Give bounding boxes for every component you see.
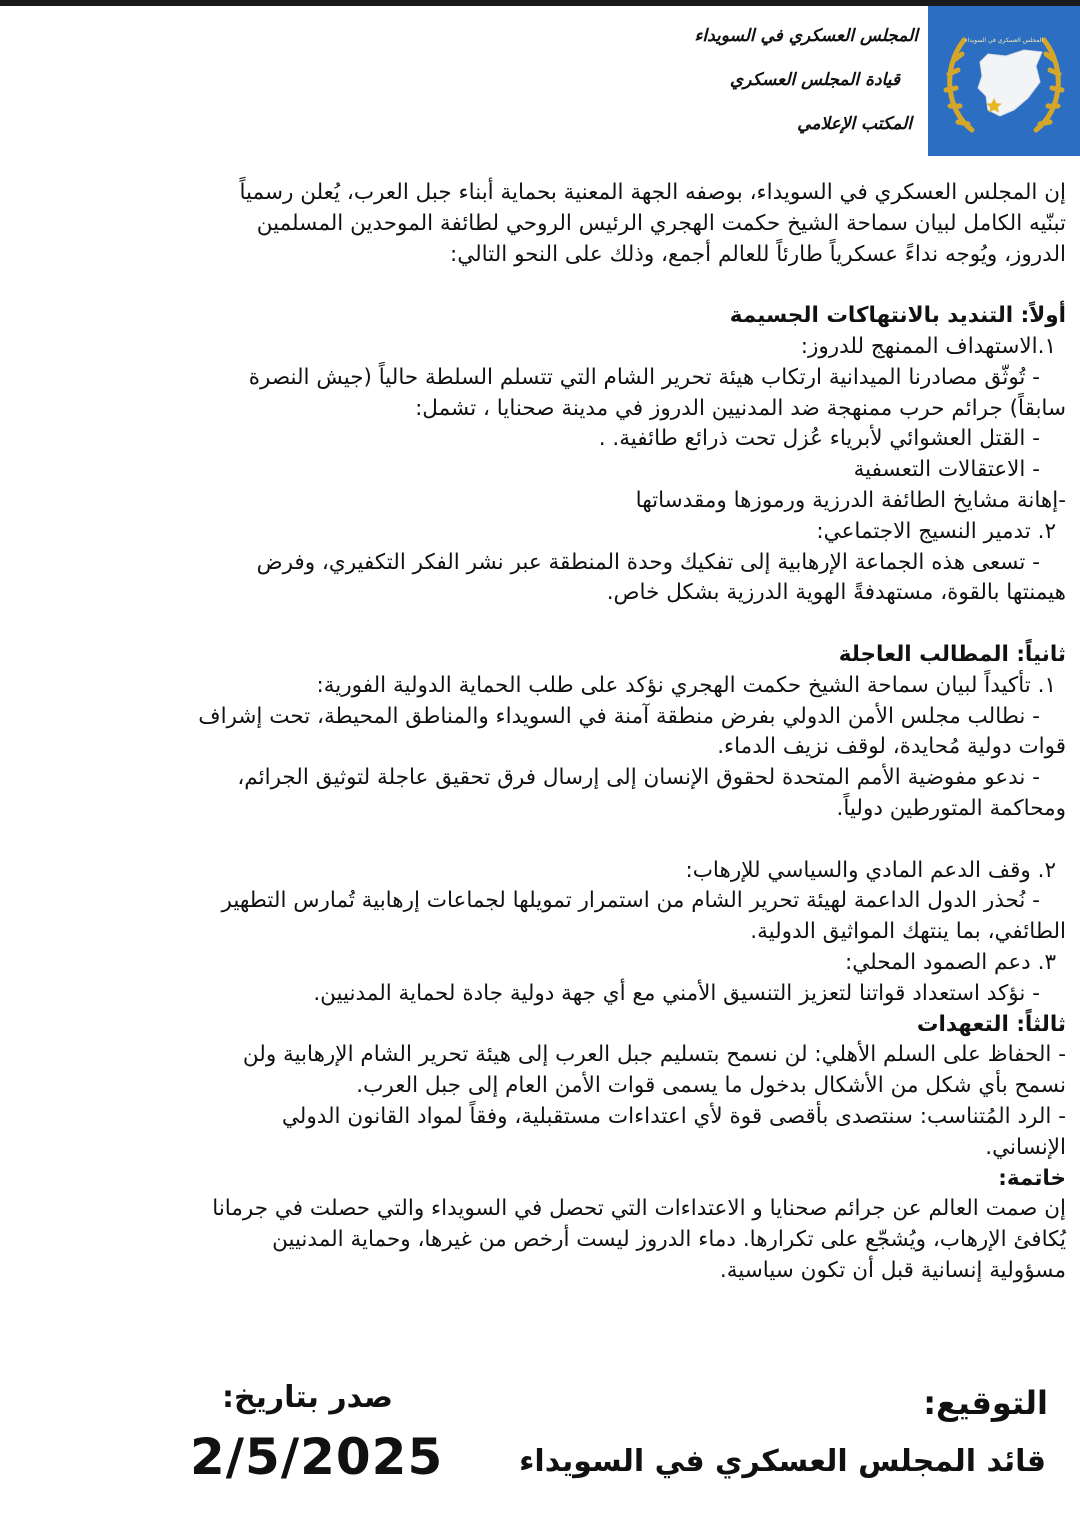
statement-line: الطائفي، بما ينتهك المواثيق الدولية. [750, 919, 1066, 945]
statement-line: إن المجلس العسكري في السويداء، بوصفه الجهة المعنية بحماية أبناء جبل العرب، يُعلن رسمياً [239, 180, 1066, 205]
statement-line: - نطالب مجلس الأمن الدولي بفرض منطقة آمنة في السويداء والمناطق المحيطة، تحت إشراف [198, 703, 1040, 729]
statement-line: يُكافئ الإرهاب، ويُشجّع على تكرارها. دماء الدروز ليست أرخص من غيرها، وحماية المدنيين [272, 1227, 1066, 1253]
signature-label: التوقيع: [923, 1384, 1048, 1422]
statement-line: ٢. وقف الدعم المادي والسياسي للإرهاب: [685, 857, 1056, 883]
paragraph-gap [78, 609, 1066, 640]
signatory-title: قائد المجلس العسكري في السويداء [519, 1444, 1046, 1479]
statement-line: ١.الاستهداف الممنهج للدروز: [800, 333, 1056, 359]
section-heading: ثالثاً: التعهدات [916, 1011, 1066, 1037]
statement-line: ٣. دعم الصمود المحلي: [844, 949, 1056, 975]
statement-line: ومحاكمة المتورطين دولياً. [836, 795, 1066, 821]
section-heading: خاتمة: [998, 1165, 1066, 1191]
statement-line: - ندعو مفوضية الأمم المتحدة لحقوق الإنسان إلى إرسال فرق تحقيق عاجلة لتوثيق الجرائم، [237, 765, 1040, 791]
statement-line: الإنساني. [985, 1134, 1066, 1160]
top-border [0, 0, 1080, 6]
statement-line: - نُحذر الدول الداعمة لهيئة تحرير الشام من استمرار تمويلها لجماعات إرهابية تُمارس التطهير [221, 888, 1040, 914]
statement-line: سابقاً) جرائم حرب ممنهجة ضد المدنيين الدروز في مدينة صحنايا ، تشمل: [415, 395, 1066, 421]
paragraph-gap [78, 825, 1066, 856]
statement-line: ٢. تدمير النسيج الاجتماعي: [816, 518, 1056, 544]
statement-line: - تُوثّق مصادرنا الميدانية ارتكاب هيئة تحرير الشام التي تتسلم السلطة حالياً (جيش النصرة [248, 364, 1040, 390]
header-command: قيادة المجلس العسكري [729, 70, 900, 90]
issue-date-label: صدر بتاريخ: [222, 1380, 393, 1415]
statement-line: نسمح بأي شكل من الأشكال بدخول ما يسمى قوات الأمن العام إلى جبل العرب. [356, 1073, 1066, 1099]
letterhead [518, 14, 918, 146]
statement-line: مسؤولية إنسانية قبل أن تكون سياسية. [719, 1257, 1066, 1283]
statement-line: ١. تأكيداً لبيان سماحة الشيخ حكمت الهجري نؤكد على طلب الحماية الدولية الفورية: [316, 672, 1056, 698]
emblem-graphic [928, 6, 1080, 156]
statement-line: - الحفاظ على السلم الأهلي: لن نسمح بتسليم جبل العرب إلى هيئة تحرير الشام الإرهابية ولن [242, 1042, 1066, 1068]
statement-line: - الاعتقالات التعسفية [853, 457, 1040, 483]
section-heading: أولاً: التنديد بالانتهاكات الجسيمة [729, 303, 1066, 329]
statement-line: - نؤكد استعداد قواتنا لتعزيز التنسيق الأمني مع أي جهة دولية جادة لحماية المدنيين. [313, 980, 1040, 1006]
statement-line: - القتل العشوائي لأبرياء عُزل تحت ذرائع طائفية. . [598, 426, 1040, 452]
issue-date: 2/5/2025 [190, 1428, 444, 1486]
paragraph-gap [78, 270, 1066, 301]
emblem-caption: المجلس العسكري في السويداء [964, 37, 1044, 44]
statement-body [78, 178, 1066, 1287]
header-council-name: المجلس العسكري في السويداء [694, 26, 918, 46]
statement-line: قوات دولية مُحايدة، لوقف نزيف الدماء. [717, 734, 1066, 760]
statement-line: - الرد المُتناسب: سنتصدى بأقصى قوة لأي اعتداءات مستقبلية، وفقاً لمواد القانون الدولي [281, 1103, 1066, 1129]
statement-line: -إهانة مشايخ الطائفة الدرزية ورموزها ومقدساتها [635, 487, 1066, 513]
statement-line: إن صمت العالم عن جرائم صحنايا و الاعتداءات التي تحصل في السويداء والتي حصلت في جرمانا [212, 1196, 1066, 1222]
statement-line: تبنّيه الكامل لبيان سماحة الشيخ حكمت الهجري الرئيس الروحي لطائفة الموحدين المسلمين [256, 210, 1066, 236]
statement-line: - تسعى هذه الجماعة الإرهابية إلى تفكيك وحدة المنطقة عبر نشر الفكر التكفيري، وفرض [256, 549, 1040, 575]
section-heading: ثانياً: المطالب العاجلة [838, 641, 1066, 667]
statement-line: الدروز، ويُوجه نداءً عسكرياً طارئاً للعالم أجمع، وذلك على النحو التالي: [449, 241, 1066, 267]
council-emblem-logo [928, 6, 1080, 156]
statement-line: هيمنتها بالقوة، مستهدفةً الهوية الدرزية بشكل خاص. [606, 580, 1066, 606]
header-media-office: المكتب الإعلامي [797, 114, 912, 134]
